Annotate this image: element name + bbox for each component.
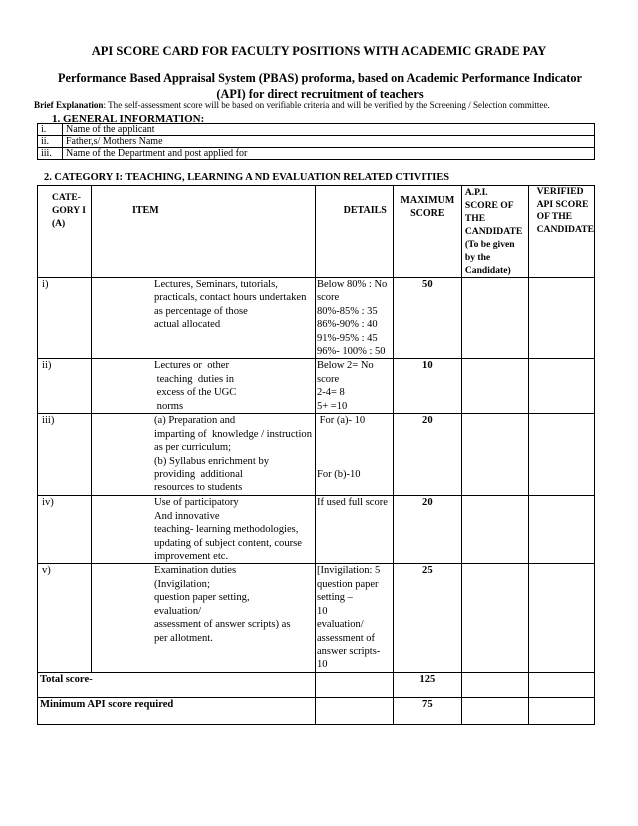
row-max-score: 20	[393, 414, 461, 496]
section-1-title: 1. GENERAL INFORMATION:	[52, 113, 205, 125]
row-category: i)	[38, 278, 92, 359]
minimum-api-score	[461, 697, 528, 724]
row-item: Lectures or other teaching duties in excess of the UGC norms	[92, 359, 316, 414]
row-item: Examination duties (Invigilation; question paper setting, evaluation/ assessment of answer scripts) as per allotment.	[92, 564, 316, 672]
row-category: ii)	[38, 359, 92, 414]
row-verified-score	[528, 278, 594, 359]
row-category: iii)	[38, 414, 92, 496]
general-info-label: Name of the Department and post applied for	[63, 148, 595, 160]
header-details: DETAILS	[316, 186, 394, 278]
general-info-label: Father,s/ Mothers Name	[63, 136, 595, 148]
header-max-score: MAXIMUM SCORE	[393, 186, 461, 278]
general-info-label: Name of the applicant	[63, 124, 595, 136]
row-verified-score	[528, 564, 594, 672]
minimum-verified-score	[528, 697, 594, 724]
row-max-score: 20	[393, 496, 461, 564]
table-row	[38, 564, 595, 672]
total-verified-score	[528, 672, 594, 697]
row-max-score: 25	[393, 564, 461, 672]
general-info-row	[38, 148, 595, 160]
page-title: API SCORE CARD FOR FACULTY POSITIONS WITH ACADEMIC GRADE PAY	[91, 44, 547, 58]
table-row	[38, 414, 595, 496]
row-api-score	[461, 359, 528, 414]
row-max-score: 10	[393, 359, 461, 414]
brief-label: Brief Explanation	[34, 100, 104, 110]
header-api-score: A.P.I. SCORE OF THE CANDIDATE (To be given by the Candidate)	[461, 186, 528, 278]
general-info-table	[37, 123, 595, 160]
header-item: ITEM	[92, 186, 316, 278]
header-category: CATE- GORY I (A)	[38, 186, 92, 278]
row-details: Below 2= No score 2-4= 8 5+ =10	[316, 359, 394, 414]
total-details	[316, 672, 394, 697]
row-api-score	[461, 564, 528, 672]
total-api-score	[461, 672, 528, 697]
total-label: Total score-	[38, 672, 316, 697]
header-verified-score: VERIFIED API SCORE OF THE CANDIDATE	[528, 186, 594, 278]
row-item: Use of participatory And innovative teaching- learning methodologies, updating of subject content, course improvement etc.	[92, 496, 316, 564]
row-api-score	[461, 496, 528, 564]
general-info-num: ii.	[38, 136, 63, 148]
row-verified-score	[528, 496, 594, 564]
minimum-value: 75	[393, 697, 461, 724]
subtitle-line-2: (API) for direct recruitment of teachers	[216, 87, 424, 101]
row-api-score	[461, 414, 528, 496]
header-row	[38, 186, 595, 278]
row-details: If used full score	[316, 496, 394, 564]
minimum-details	[316, 697, 394, 724]
row-details: [Invigilation: 5 question paper setting – 10 evaluation/ assessment of answer scripts- 10	[316, 564, 394, 672]
table-row	[38, 496, 595, 564]
section-2-title: 2. CATEGORY I: TEACHING, LEARNING A ND EVALUATION RELATED CTIVITIES	[44, 172, 450, 183]
page-subtitle	[40, 70, 600, 102]
row-item: (a) Preparation and imparting of knowledge / instruction as per curriculum; (b) Syllabus enrichment by providing additional resources to students	[92, 414, 316, 496]
minimum-row	[38, 697, 595, 724]
row-api-score	[461, 278, 528, 359]
brief-explanation	[34, 100, 634, 110]
row-category: v)	[38, 564, 92, 672]
row-details: For (a)- 10 For (b)-10	[316, 414, 394, 496]
general-info-row	[38, 136, 595, 148]
row-details: Below 80% : No score 80%-85% : 35 86%-90% : 40 91%-95% : 45 96%- 100% : 50	[316, 278, 394, 359]
minimum-label: Minimum API score required	[38, 697, 316, 724]
total-value: 125	[393, 672, 461, 697]
brief-text: : The self-assessment score will be based on verifiable criteria and will be verified by the Screening / Selection committee.	[103, 100, 550, 110]
row-max-score: 50	[393, 278, 461, 359]
table-row	[38, 278, 595, 359]
row-item: Lectures, Seminars, tutorials, practicals, contact hours undertaken as percentage of those actual allocated	[92, 278, 316, 359]
table-row	[38, 359, 595, 414]
row-category: iv)	[38, 496, 92, 564]
row-verified-score	[528, 414, 594, 496]
total-row	[38, 672, 595, 697]
row-verified-score	[528, 359, 594, 414]
general-info-num: iii.	[38, 148, 63, 160]
general-info-num: i.	[38, 124, 63, 136]
category-table	[37, 185, 595, 725]
subtitle-line-1: Performance Based Appraisal System (PBAS) proforma, based on Academic Performance Indicator	[57, 71, 583, 85]
general-info-row	[38, 124, 595, 136]
